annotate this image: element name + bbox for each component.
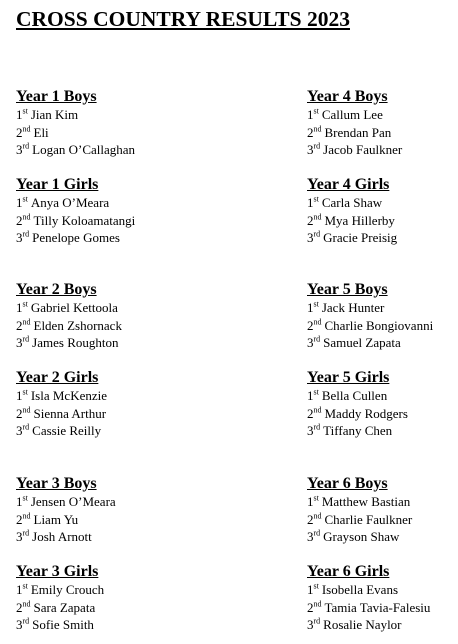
results-group-year-1-girls xyxy=(16,176,216,247)
runner-name: Matthew Bastian xyxy=(321,494,411,509)
result-entry xyxy=(307,405,457,423)
place-number: 2 xyxy=(307,212,314,228)
place-number: 1 xyxy=(16,494,23,509)
result-entry xyxy=(16,405,216,423)
place-suffix: nd xyxy=(22,212,31,222)
place-number: 2 xyxy=(307,599,314,615)
result-entry xyxy=(16,194,216,212)
place-number: 3 xyxy=(307,142,314,157)
result-entry xyxy=(307,511,457,529)
results-group-year-6-girls xyxy=(307,563,457,634)
results-group-year-2-boys xyxy=(16,281,216,352)
result-entry xyxy=(16,422,216,440)
place-number: 3 xyxy=(16,617,23,632)
result-entry xyxy=(307,493,457,511)
place-suffix: nd xyxy=(313,511,322,521)
results-group-year-6-boys xyxy=(307,475,457,546)
results-group-year-3-girls xyxy=(16,563,216,634)
runner-name: Sara Zapata xyxy=(33,599,96,615)
place-number: 3 xyxy=(16,335,23,350)
runner-name: Isla McKenzie xyxy=(30,388,108,403)
runner-name: Maddy Rodgers xyxy=(324,405,408,421)
place-number: 3 xyxy=(307,335,314,350)
group-heading: Year 2 Girls xyxy=(16,369,99,386)
runner-name: James Roughton xyxy=(32,335,119,350)
place-number: 2 xyxy=(307,405,314,421)
runner-name: Brendan Pan xyxy=(324,124,392,140)
place-suffix: st xyxy=(22,387,28,397)
runner-name: Josh Arnott xyxy=(32,529,92,544)
place-suffix: st xyxy=(22,106,28,116)
place-suffix: rd xyxy=(22,528,30,538)
runner-name: Penelope Gomes xyxy=(32,230,120,245)
result-entry xyxy=(16,599,216,617)
runner-name: Gracie Preisig xyxy=(323,230,398,245)
place-number: 1 xyxy=(16,300,23,315)
place-suffix: rd xyxy=(313,422,321,432)
place-number: 3 xyxy=(16,529,23,544)
place-suffix: st xyxy=(22,581,28,591)
result-entry xyxy=(16,334,216,352)
results-group-year-2-girls xyxy=(16,369,216,440)
place-number: 1 xyxy=(16,107,23,122)
runner-name: Charlie Faulkner xyxy=(324,511,413,527)
place-suffix: rd xyxy=(313,334,321,344)
place-suffix: rd xyxy=(313,229,321,239)
runner-name: Rosalie Naylor xyxy=(323,617,402,632)
group-heading: Year 6 Boys xyxy=(307,475,388,492)
runner-name: Samuel Zapata xyxy=(323,335,401,350)
place-suffix: st xyxy=(313,387,319,397)
group-heading: Year 5 Girls xyxy=(307,369,390,386)
place-number: 3 xyxy=(16,423,23,438)
place-suffix: st xyxy=(22,299,28,309)
place-suffix: st xyxy=(22,493,28,503)
results-group-year-4-boys xyxy=(307,88,457,159)
place-suffix: nd xyxy=(22,511,31,521)
place-suffix: nd xyxy=(313,405,322,415)
group-heading: Year 3 Girls xyxy=(16,563,99,580)
place-suffix: nd xyxy=(22,599,31,609)
result-entry xyxy=(307,124,457,142)
place-suffix: nd xyxy=(313,212,322,222)
place-number: 1 xyxy=(307,107,314,122)
runner-name: Gabriel Kettoola xyxy=(30,300,118,315)
runner-name: Jensen O’Meara xyxy=(30,494,116,509)
runner-name: Isobella Evans xyxy=(321,582,399,597)
place-suffix: st xyxy=(313,106,319,116)
place-suffix: rd xyxy=(22,141,30,151)
place-number: 2 xyxy=(307,511,314,527)
result-entry xyxy=(307,212,457,230)
result-entry xyxy=(16,141,216,159)
result-entry xyxy=(16,387,216,405)
runner-name: Liam Yu xyxy=(33,511,79,527)
place-number: 1 xyxy=(16,582,23,597)
place-suffix: rd xyxy=(22,422,30,432)
place-number: 1 xyxy=(307,300,314,315)
result-entry xyxy=(16,299,216,317)
place-number: 1 xyxy=(307,582,314,597)
place-suffix: rd xyxy=(313,141,321,151)
result-entry xyxy=(16,511,216,529)
results-group-year-5-girls xyxy=(307,369,457,440)
result-entry xyxy=(16,616,216,634)
result-entry xyxy=(16,317,216,335)
place-suffix: rd xyxy=(313,528,321,538)
result-entry xyxy=(307,194,457,212)
place-number: 3 xyxy=(307,230,314,245)
result-entry xyxy=(307,528,457,546)
place-suffix: st xyxy=(313,581,319,591)
results-group-year-1-boys xyxy=(16,88,216,159)
runner-name: Jacob Faulkner xyxy=(323,142,403,157)
runner-name: Charlie Bongiovanni xyxy=(324,317,434,333)
runner-name: Logan O’Callaghan xyxy=(32,142,136,157)
place-number: 2 xyxy=(16,511,23,527)
result-entry xyxy=(307,317,457,335)
group-heading: Year 6 Girls xyxy=(307,563,390,580)
place-number: 1 xyxy=(307,388,314,403)
result-entry xyxy=(307,387,457,405)
result-entry xyxy=(307,299,457,317)
place-number: 3 xyxy=(16,230,23,245)
place-suffix: rd xyxy=(313,616,321,626)
runner-name: Cassie Reilly xyxy=(32,423,102,438)
runner-name: Anya O’Meara xyxy=(30,195,110,210)
place-number: 2 xyxy=(16,212,23,228)
group-heading: Year 2 Boys xyxy=(16,281,97,298)
place-suffix: nd xyxy=(313,124,322,134)
place-suffix: nd xyxy=(313,317,322,327)
result-entry xyxy=(16,212,216,230)
runner-name: Emily Crouch xyxy=(30,582,105,597)
place-suffix: st xyxy=(313,194,319,204)
place-number: 3 xyxy=(307,529,314,544)
group-heading: Year 3 Boys xyxy=(16,475,97,492)
place-suffix: rd xyxy=(22,229,30,239)
place-number: 1 xyxy=(16,388,23,403)
runner-name: Jack Hunter xyxy=(321,300,385,315)
result-entry xyxy=(16,124,216,142)
runner-name: Eli xyxy=(33,124,49,140)
result-entry xyxy=(16,493,216,511)
results-group-year-3-boys xyxy=(16,475,216,546)
place-suffix: nd xyxy=(22,124,31,134)
results-group-year-4-girls xyxy=(307,176,457,247)
runner-name: Bella Cullen xyxy=(321,388,388,403)
place-suffix: rd xyxy=(22,616,30,626)
result-entry xyxy=(16,528,216,546)
place-suffix: rd xyxy=(22,334,30,344)
runner-name: Mya Hillerby xyxy=(324,212,395,228)
group-heading: Year 1 Girls xyxy=(16,176,99,193)
place-number: 2 xyxy=(16,124,23,140)
place-number: 2 xyxy=(307,124,314,140)
group-heading: Year 1 Boys xyxy=(16,88,97,105)
runner-name: Sienna Arthur xyxy=(33,405,107,421)
place-number: 3 xyxy=(16,142,23,157)
results-group-year-5-boys xyxy=(307,281,457,352)
result-entry xyxy=(307,229,457,247)
place-number: 2 xyxy=(16,317,23,333)
runner-name: Tilly Koloamatangi xyxy=(33,212,136,228)
place-number: 1 xyxy=(307,195,314,210)
runner-name: Tamia Tavia-Falesiu xyxy=(324,599,431,615)
runner-name: Sofie Smith xyxy=(32,617,94,632)
place-number: 1 xyxy=(307,494,314,509)
result-entry xyxy=(16,106,216,124)
runner-name: Callum Lee xyxy=(321,107,383,122)
result-entry xyxy=(307,106,457,124)
runner-name: Tiffany Chen xyxy=(323,423,393,438)
group-heading: Year 4 Girls xyxy=(307,176,390,193)
place-number: 3 xyxy=(307,423,314,438)
runner-name: Grayson Shaw xyxy=(323,529,400,544)
result-entry xyxy=(307,141,457,159)
place-suffix: nd xyxy=(22,317,31,327)
result-entry xyxy=(307,422,457,440)
runner-name: Carla Shaw xyxy=(321,195,383,210)
group-heading: Year 5 Boys xyxy=(307,281,388,298)
place-number: 3 xyxy=(307,617,314,632)
group-heading: Year 4 Boys xyxy=(307,88,388,105)
place-number: 2 xyxy=(16,599,23,615)
result-entry xyxy=(16,229,216,247)
place-number: 2 xyxy=(16,405,23,421)
place-number: 2 xyxy=(307,317,314,333)
result-entry xyxy=(307,334,457,352)
result-entry xyxy=(307,599,457,617)
place-suffix: nd xyxy=(313,599,322,609)
place-suffix: st xyxy=(313,299,319,309)
page-title: CROSS COUNTRY RESULTS 2023 xyxy=(16,7,350,31)
place-suffix: nd xyxy=(22,405,31,415)
place-suffix: st xyxy=(22,194,28,204)
result-entry xyxy=(16,581,216,599)
runner-name: Jian Kim xyxy=(30,107,79,122)
result-entry xyxy=(307,581,457,599)
place-number: 1 xyxy=(16,195,23,210)
place-suffix: st xyxy=(313,493,319,503)
result-entry xyxy=(307,616,457,634)
runner-name: Elden Zshornack xyxy=(33,317,122,333)
